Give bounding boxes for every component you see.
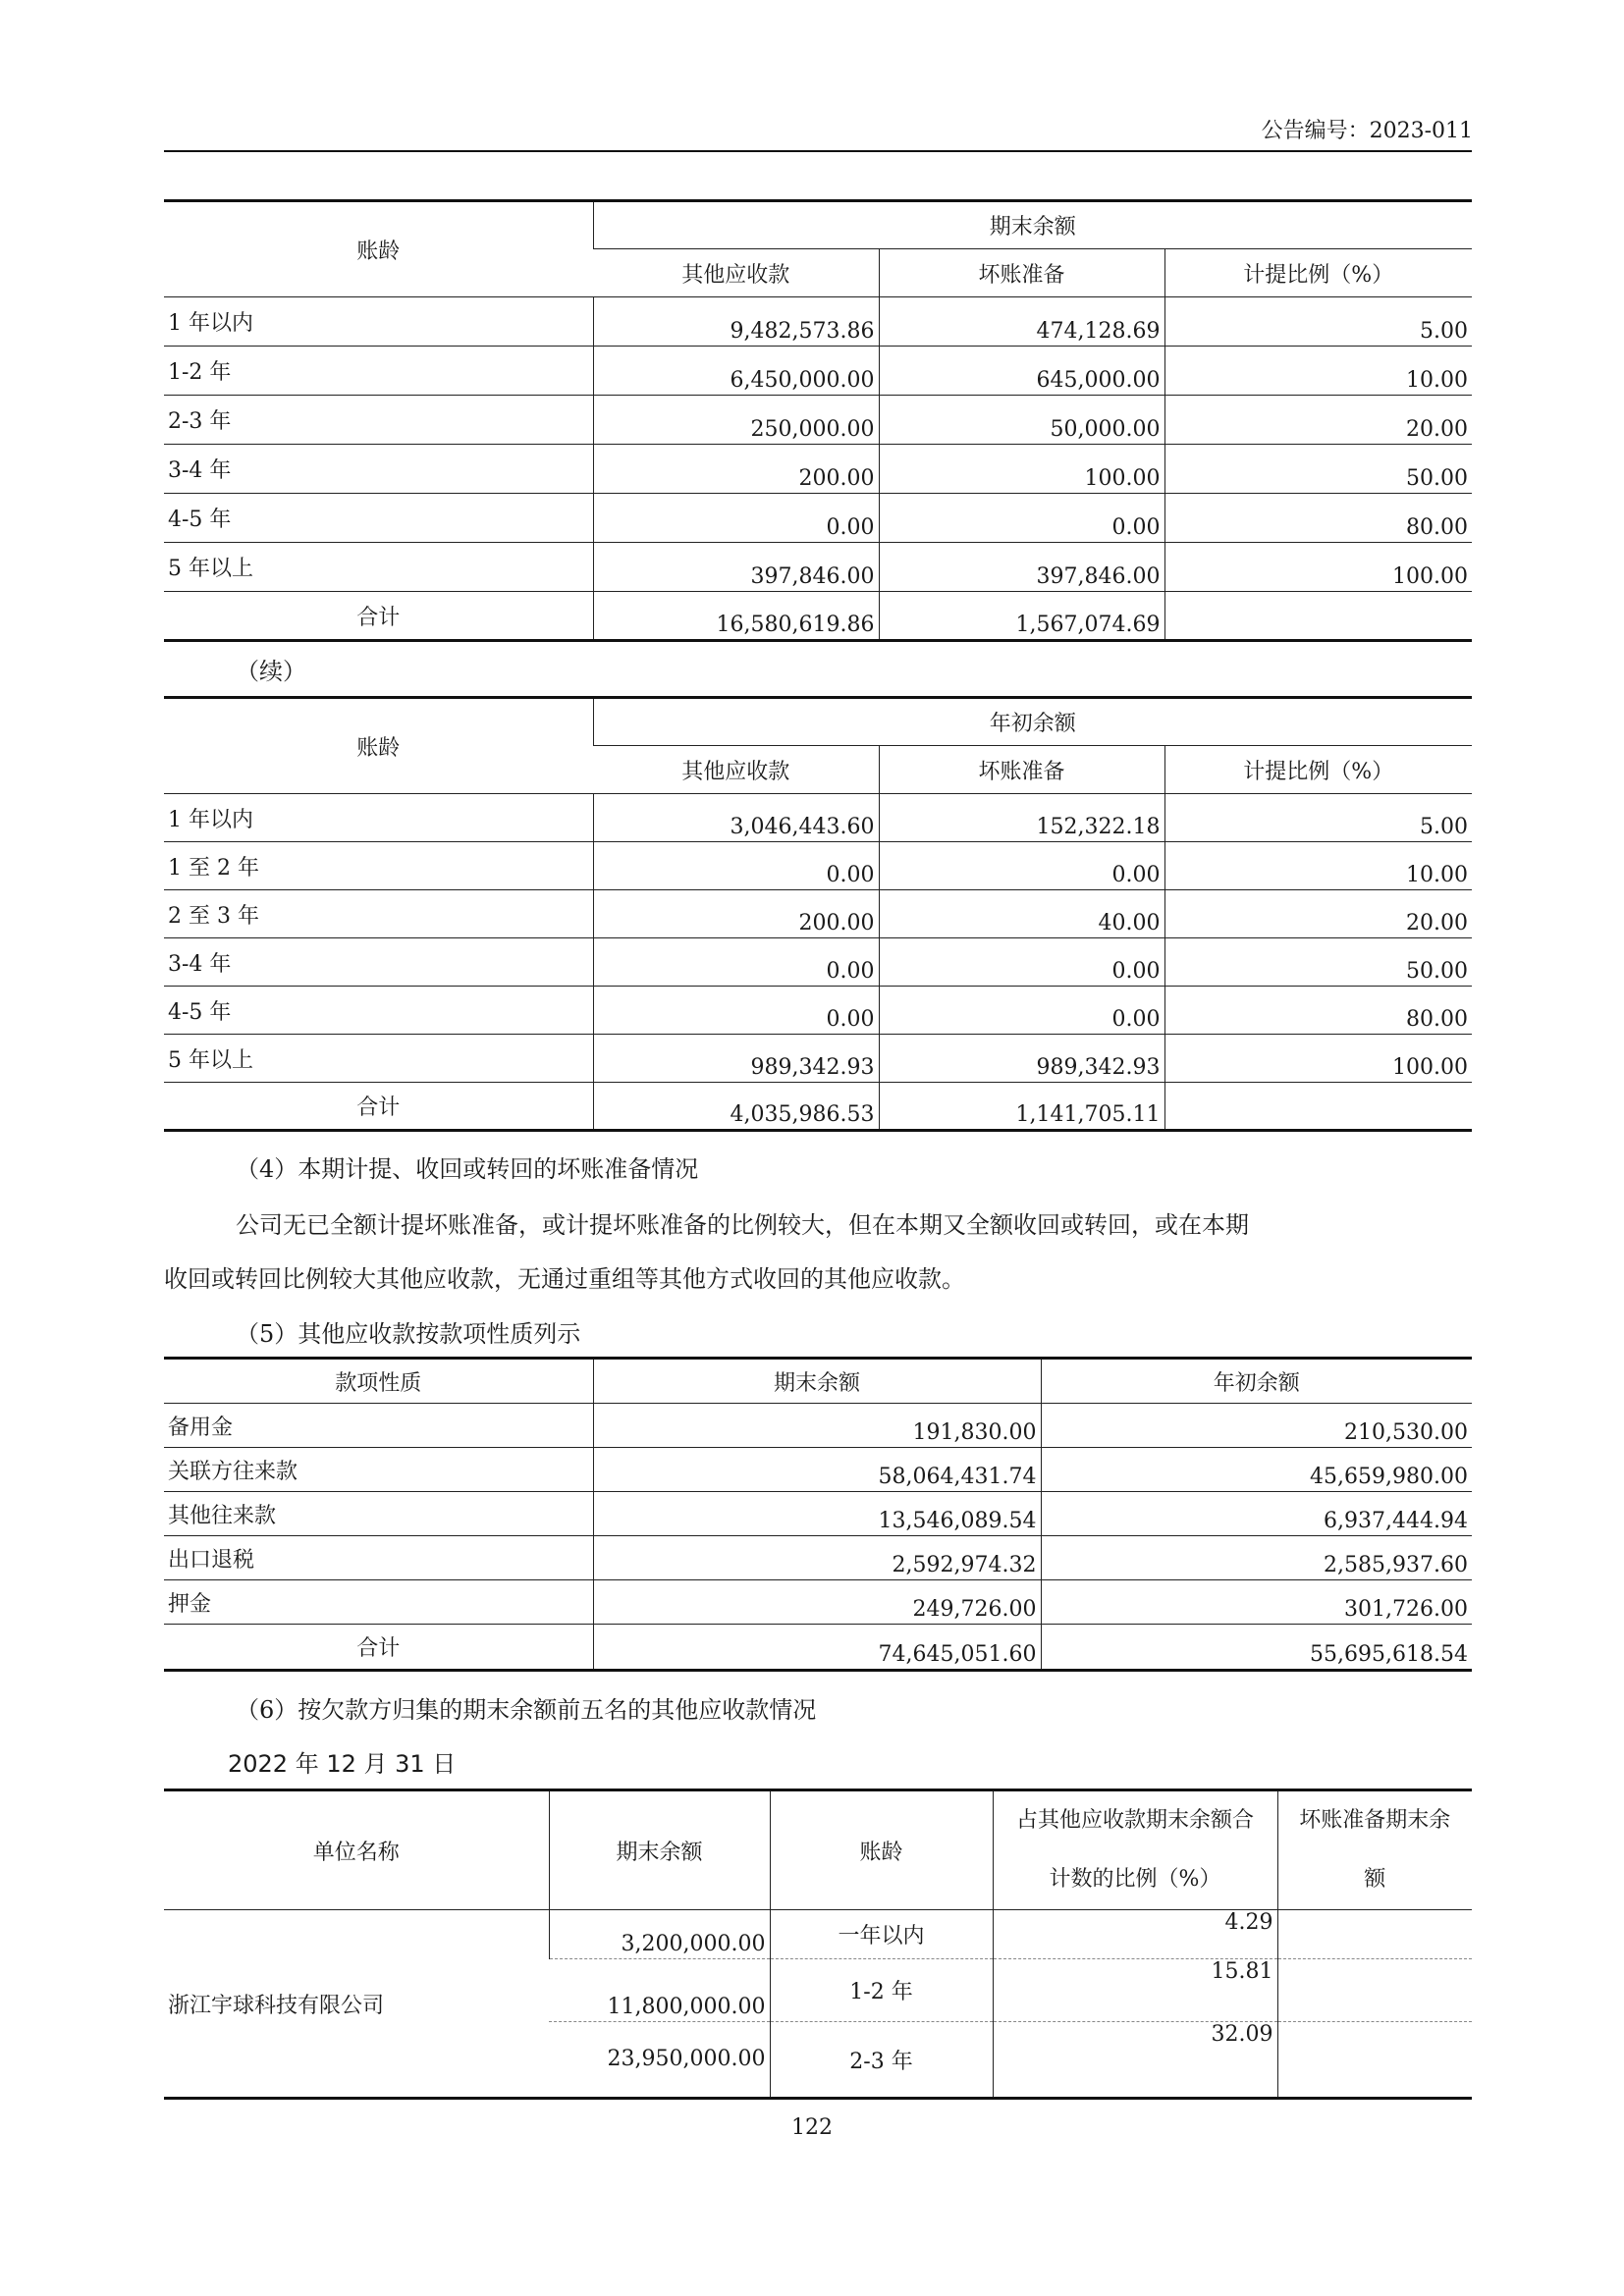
header-allowance: 坏账准备 xyxy=(879,746,1164,794)
header-allowance-line2: 额 xyxy=(1364,1867,1386,1892)
header-ending-balance: 期末余额 xyxy=(549,1790,770,1910)
document-number: 公告编号：2023-011 xyxy=(1261,119,1473,143)
nature-label: 备用金 xyxy=(164,1404,593,1448)
total-receivable: 4,035,986.53 xyxy=(593,1083,879,1131)
aging-value: 2-3 年 xyxy=(770,2022,993,2099)
table-row xyxy=(164,1035,1472,1083)
table-row xyxy=(164,1910,1472,1959)
header-beginning-balance: 年初余额 xyxy=(1041,1359,1472,1404)
receivable-value: 989,342.93 xyxy=(593,1035,879,1083)
aging-table-ending xyxy=(164,199,1472,642)
beginning-value: 2,585,937.60 xyxy=(1041,1536,1472,1580)
table-row xyxy=(164,938,1472,987)
receivable-value: 397,846.00 xyxy=(593,543,879,592)
allowance-value: 989,342.93 xyxy=(879,1035,1164,1083)
ending-value: 13,546,089.54 xyxy=(593,1492,1041,1536)
allowance-value: 152,322.18 xyxy=(879,794,1164,842)
top-five-table xyxy=(164,1789,1472,2100)
nature-table xyxy=(164,1357,1472,1672)
ratio-value: 80.00 xyxy=(1164,987,1472,1035)
ending-value: 58,064,431.74 xyxy=(593,1448,1041,1492)
table-row xyxy=(164,1448,1472,1492)
header-ratio: 计提比例（%） xyxy=(1164,249,1472,297)
aging-label: 1 至 2 年 xyxy=(164,842,593,890)
table-row xyxy=(164,494,1472,543)
table-row xyxy=(164,842,1472,890)
header-ending-balance: 期末余额 xyxy=(593,1359,1041,1404)
ending-value: 249,726.00 xyxy=(593,1580,1041,1625)
receivable-value: 0.00 xyxy=(593,494,879,543)
total-receivable: 16,580,619.86 xyxy=(593,592,879,641)
percentage-value: 32.09 xyxy=(993,2022,1277,2099)
allowance-value: 0.00 xyxy=(879,987,1164,1035)
allowance-value: 645,000.00 xyxy=(879,347,1164,396)
header-aging: 账龄 xyxy=(770,1790,993,1910)
total-row xyxy=(164,592,1472,641)
aging-label: 4-5 年 xyxy=(164,494,593,543)
table-row xyxy=(164,445,1472,494)
receivable-value: 200.00 xyxy=(593,890,879,938)
beginning-value: 45,659,980.00 xyxy=(1041,1448,1472,1492)
header-receivable: 其他应收款 xyxy=(593,249,879,297)
ratio-value: 50.00 xyxy=(1164,938,1472,987)
receivable-value: 0.00 xyxy=(593,987,879,1035)
allowance-value: 0.00 xyxy=(879,842,1164,890)
header-percentage-line2: 计数的比例（%） xyxy=(1049,1867,1221,1892)
table-row xyxy=(164,890,1472,938)
header-unit-name: 单位名称 xyxy=(164,1790,549,1910)
total-label: 合计 xyxy=(164,1625,593,1671)
aging-value: 1-2 年 xyxy=(770,1959,993,2022)
total-allowance: 1,567,074.69 xyxy=(879,592,1164,641)
allowance-value: 0.00 xyxy=(879,938,1164,987)
ratio-value: 100.00 xyxy=(1164,1035,1472,1083)
total-beginning: 55,695,618.54 xyxy=(1041,1625,1472,1671)
section-4-paragraph-line1: 公司无已全额计提坏账准备，或计提坏账准备的比例较大，但在本期又全额收回或转回，或在本期 xyxy=(236,1211,1249,1239)
aging-label: 5 年以上 xyxy=(164,1035,593,1083)
receivable-value: 0.00 xyxy=(593,938,879,987)
aging-label: 3-4 年 xyxy=(164,938,593,987)
balance-value: 23,950,000.00 xyxy=(549,2022,770,2099)
table-row xyxy=(164,1492,1472,1536)
total-allowance: 1,141,705.11 xyxy=(879,1083,1164,1131)
total-label: 合计 xyxy=(164,1083,593,1131)
table-row xyxy=(164,347,1472,396)
receivable-value: 0.00 xyxy=(593,842,879,890)
total-label: 合计 xyxy=(164,592,593,641)
receivable-value: 200.00 xyxy=(593,445,879,494)
ratio-value: 80.00 xyxy=(1164,494,1472,543)
header-aging: 账龄 xyxy=(164,698,593,794)
beginning-value: 6,937,444.94 xyxy=(1041,1492,1472,1536)
nature-label: 关联方往来款 xyxy=(164,1448,593,1492)
allowance-value xyxy=(1277,1959,1472,2022)
nature-label: 押金 xyxy=(164,1580,593,1625)
receivable-value: 3,046,443.60 xyxy=(593,794,879,842)
table-row xyxy=(164,987,1472,1035)
header-percentage xyxy=(993,1790,1277,1910)
table-row xyxy=(164,1580,1472,1625)
ratio-value: 10.00 xyxy=(1164,842,1472,890)
ratio-value: 20.00 xyxy=(1164,890,1472,938)
aging-label: 5 年以上 xyxy=(164,543,593,592)
nature-label: 其他往来款 xyxy=(164,1492,593,1536)
header-group-beginning: 年初余额 xyxy=(593,698,1472,746)
allowance-value: 0.00 xyxy=(879,494,1164,543)
header-percentage-line1: 占其他应收款期末余额合 xyxy=(1015,1808,1254,1833)
ratio-value: 5.00 xyxy=(1164,297,1472,347)
allowance-value xyxy=(1277,2022,1472,2099)
allowance-value xyxy=(1277,1910,1472,1959)
ratio-value: 5.00 xyxy=(1164,794,1472,842)
aging-label: 3-4 年 xyxy=(164,445,593,494)
receivable-value: 250,000.00 xyxy=(593,396,879,445)
continued-label: （续） xyxy=(236,658,306,685)
receivable-value: 9,482,573.86 xyxy=(593,297,879,347)
aging-value: 一年以内 xyxy=(770,1910,993,1959)
receivable-value: 6,450,000.00 xyxy=(593,347,879,396)
ending-value: 191,830.00 xyxy=(593,1404,1041,1448)
allowance-value: 50,000.00 xyxy=(879,396,1164,445)
nature-label: 出口退税 xyxy=(164,1536,593,1580)
aging-label: 1-2 年 xyxy=(164,347,593,396)
allowance-value: 397,846.00 xyxy=(879,543,1164,592)
allowance-value: 474,128.69 xyxy=(879,297,1164,347)
header-receivable: 其他应收款 xyxy=(593,746,879,794)
aging-label: 2-3 年 xyxy=(164,396,593,445)
allowance-value: 40.00 xyxy=(879,890,1164,938)
beginning-value: 301,726.00 xyxy=(1041,1580,1472,1625)
total-ratio xyxy=(1164,592,1472,641)
header-nature: 款项性质 xyxy=(164,1359,593,1404)
ratio-value: 20.00 xyxy=(1164,396,1472,445)
total-row xyxy=(164,1625,1472,1671)
table-row xyxy=(164,1536,1472,1580)
table-row xyxy=(164,297,1472,347)
total-row xyxy=(164,1083,1472,1131)
aging-label: 1 年以内 xyxy=(164,794,593,842)
percentage-value: 15.81 xyxy=(993,1959,1277,2022)
page-number: 122 xyxy=(791,2115,833,2140)
total-ratio xyxy=(1164,1083,1472,1131)
ratio-value: 10.00 xyxy=(1164,347,1472,396)
ending-value: 2,592,974.32 xyxy=(593,1536,1041,1580)
total-ending: 74,645,051.60 xyxy=(593,1625,1041,1671)
section-5-heading: （5）其他应收款按款项性质列示 xyxy=(236,1320,581,1348)
table-row xyxy=(164,396,1472,445)
aging-table-beginning xyxy=(164,696,1472,1132)
aging-label: 2 至 3 年 xyxy=(164,890,593,938)
balance-value: 3,200,000.00 xyxy=(549,1910,770,1959)
header-allowance xyxy=(1277,1790,1472,1910)
header-rule xyxy=(164,150,1472,152)
header-ratio: 计提比例（%） xyxy=(1164,746,1472,794)
ratio-value: 50.00 xyxy=(1164,445,1472,494)
percentage-value: 4.29 xyxy=(993,1910,1277,1959)
beginning-value: 210,530.00 xyxy=(1041,1404,1472,1448)
section-4-paragraph-line2: 收回或转回比例较大其他应收款，无通过重组等其他方式收回的其他应收款。 xyxy=(164,1265,965,1293)
section-4-heading: （4）本期计提、收回或转回的坏账准备情况 xyxy=(236,1155,699,1183)
section-6-heading: （6）按欠款方归集的期末余额前五名的其他应收款情况 xyxy=(236,1696,817,1724)
header-aging: 账龄 xyxy=(164,201,593,297)
section-6-date: 2022 年 12 月 31 日 xyxy=(228,1750,457,1778)
balance-value: 11,800,000.00 xyxy=(549,1959,770,2022)
header-group-ending: 期末余额 xyxy=(593,201,1472,249)
allowance-value: 100.00 xyxy=(879,445,1164,494)
header-allowance: 坏账准备 xyxy=(879,249,1164,297)
aging-label: 1 年以内 xyxy=(164,297,593,347)
ratio-value: 100.00 xyxy=(1164,543,1472,592)
aging-label: 4-5 年 xyxy=(164,987,593,1035)
company-name: 浙江宇球科技有限公司 xyxy=(164,1910,549,2099)
header-allowance-line1: 坏账准备期末余 xyxy=(1299,1808,1451,1833)
table-row xyxy=(164,794,1472,842)
table-row xyxy=(164,1404,1472,1448)
table-row xyxy=(164,543,1472,592)
